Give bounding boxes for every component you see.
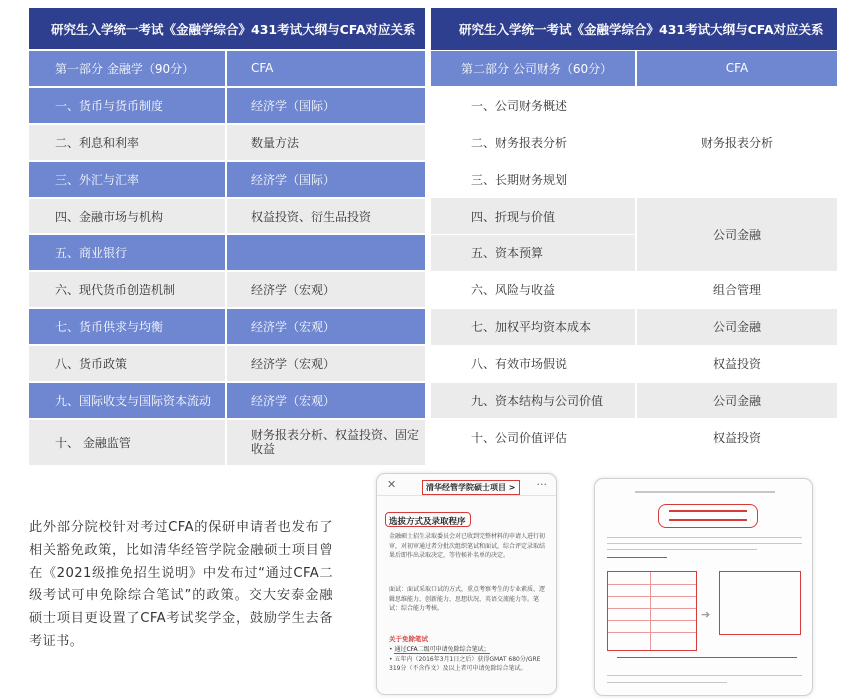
left-header-cfa: CFA <box>226 50 425 87</box>
row-topic: 一、公司财务概述 <box>431 87 636 124</box>
table-row <box>431 345 837 382</box>
row-cfa: 权益投资、衍生品投资 <box>226 198 425 235</box>
row-cfa <box>226 234 425 271</box>
document-screenshot-scholarship <box>594 478 813 696</box>
table-row <box>29 345 425 382</box>
row-topic: 十、公司价值评估 <box>431 419 636 456</box>
phone-subheading: 关于免除笔试 <box>389 635 428 643</box>
table-row <box>29 382 425 419</box>
row-topic: 四、金融市场与机构 <box>29 198 226 235</box>
row-topic: 二、财务报表分析 <box>431 124 636 161</box>
doc-side-table <box>719 571 801 635</box>
phone-bullet-2: 五年内（2016年3月1日之后）获得GMAT 680分/GRE 319分（不含作文）及以上者可申请免除综合笔试。 <box>389 655 541 673</box>
doc-header-line <box>635 491 775 493</box>
row-topic: 一、货币与货币制度 <box>29 87 226 124</box>
more-icon: ··· <box>536 478 547 491</box>
doc-text-line <box>607 543 802 544</box>
left-mapping-table <box>29 8 425 465</box>
row-topic: 六、风险与收益 <box>431 271 636 308</box>
row-cfa: 经济学（宏观） <box>226 382 425 419</box>
doc-table-image <box>607 571 697 651</box>
doc-red-line <box>607 557 667 558</box>
row-topic: 十、 金融监管 <box>29 419 226 465</box>
left-header-part: 第一部分 金融学（90分） <box>29 50 226 87</box>
table-row <box>29 87 425 124</box>
row-cfa: 权益投资 <box>636 345 837 382</box>
table-row <box>431 382 837 419</box>
phone-bullet-1: 通过CFA二级可申请免除综合笔试； <box>394 646 490 653</box>
table-row <box>29 161 425 198</box>
row-topic: 七、加权平均资本成本 <box>431 308 636 345</box>
doc-red-line <box>617 657 797 658</box>
row-topic: 五、资本预算 <box>431 234 636 271</box>
highlight-box <box>658 504 758 528</box>
row-cfa: 经济学（宏观） <box>226 345 425 382</box>
doc-red-line <box>669 510 747 512</box>
phone-title: 清华经管学院硕士项目 > <box>422 480 520 495</box>
row-topic: 二、利息和利率 <box>29 124 226 161</box>
row-topic: 三、长期财务规划 <box>431 161 636 198</box>
table-row <box>431 87 837 124</box>
row-topic: 九、资本结构与公司价值 <box>431 382 636 419</box>
row-cfa: 公司金融 <box>636 382 837 419</box>
doc-text-line <box>607 537 802 538</box>
close-icon: ✕ <box>387 478 397 491</box>
row-topic: 七、货币供求与均衡 <box>29 308 226 345</box>
table-row <box>431 198 837 235</box>
table-row <box>431 271 837 308</box>
phone-screenshot-tsinghua <box>376 473 557 695</box>
row-cfa: 经济学（宏观） <box>226 308 425 345</box>
phone-bullets: • 通过CFA二级可申请免除综合笔试； • 五年内（2016年3月1日之后）获得GMAT 680分/GRE 319分（不含作文）及以上者可申请免除综合笔试。 <box>389 646 541 673</box>
doc-text-line <box>607 549 757 550</box>
row-cfa: 组合管理 <box>636 271 837 308</box>
doc-text-line <box>607 675 802 676</box>
row-cfa: 经济学（国际） <box>226 161 425 198</box>
table-row <box>29 124 425 161</box>
phone-para-2: 面试：面试采取口试的方式，重点考察考生的专业素质、逻辑思维能力、创新能力、思想状况、英语交流能力等。笔试：综合能力考核。 <box>389 586 546 613</box>
row-cfa: 财务报表分析、权益投资、固定收益 <box>226 419 425 465</box>
arrow-right-icon: ➔ <box>701 608 711 621</box>
row-cfa: 权益投资 <box>636 419 837 456</box>
right-header-cfa: CFA <box>636 50 837 87</box>
row-topic: 五、商业银行 <box>29 234 226 271</box>
row-cfa: 经济学（国际） <box>226 87 425 124</box>
doc-text-line <box>607 682 727 683</box>
phone-para-1: 金融硕士招生录取委员会对已收到完整材料的申请人进行初审，对初审通过者分批次组织笔试和面试，综合评定录取结果后即作出录取决定，等待候补名单的决定。 <box>389 533 546 560</box>
left-table-title: 研究生入学统一考试《金融学综合》431考试大纲与CFA对应关系 <box>29 8 425 50</box>
right-table-title: 研究生入学统一考试《金融学综合》431考试大纲与CFA对应关系 <box>431 8 837 50</box>
phone-title-bar <box>377 474 556 496</box>
doc-red-line <box>669 519 747 521</box>
row-cfa: 经济学（宏观） <box>226 271 425 308</box>
row-cfa: 财务报表分析 <box>636 87 837 198</box>
table-row <box>29 234 425 271</box>
table-row <box>431 419 837 456</box>
row-cfa: 数量方法 <box>226 124 425 161</box>
row-cfa: 公司金融 <box>636 308 837 345</box>
right-header-part: 第二部分 公司财务（60分） <box>431 50 636 87</box>
table-row <box>431 308 837 345</box>
row-topic: 八、货币政策 <box>29 345 226 382</box>
right-mapping-table <box>431 8 837 456</box>
row-topic: 六、现代货币创造机制 <box>29 271 226 308</box>
table-row <box>29 198 425 235</box>
table-row <box>29 419 425 465</box>
row-topic: 八、有效市场假说 <box>431 345 636 382</box>
row-topic: 四、折现与价值 <box>431 198 636 235</box>
table-row <box>29 308 425 345</box>
body-paragraph: 此外部分院校针对考过CFA的保研申请者也发布了相关豁免政策，比如清华经管学院金融硕士项目曾在《2021级推免招生说明》中发布过“通过CFA二级考试可申免除综合笔试”的政策。交大安泰金融硕士项目更设置了CFA考试奖学金，鼓励学生去备考证书。 <box>29 520 333 649</box>
row-topic: 三、外汇与汇率 <box>29 161 226 198</box>
table-row <box>29 271 425 308</box>
row-topic: 九、国际收支与国际资本流动 <box>29 382 226 419</box>
row-cfa: 公司金融 <box>636 198 837 272</box>
phone-heading: 选拔方式及录取程序 <box>389 517 466 527</box>
